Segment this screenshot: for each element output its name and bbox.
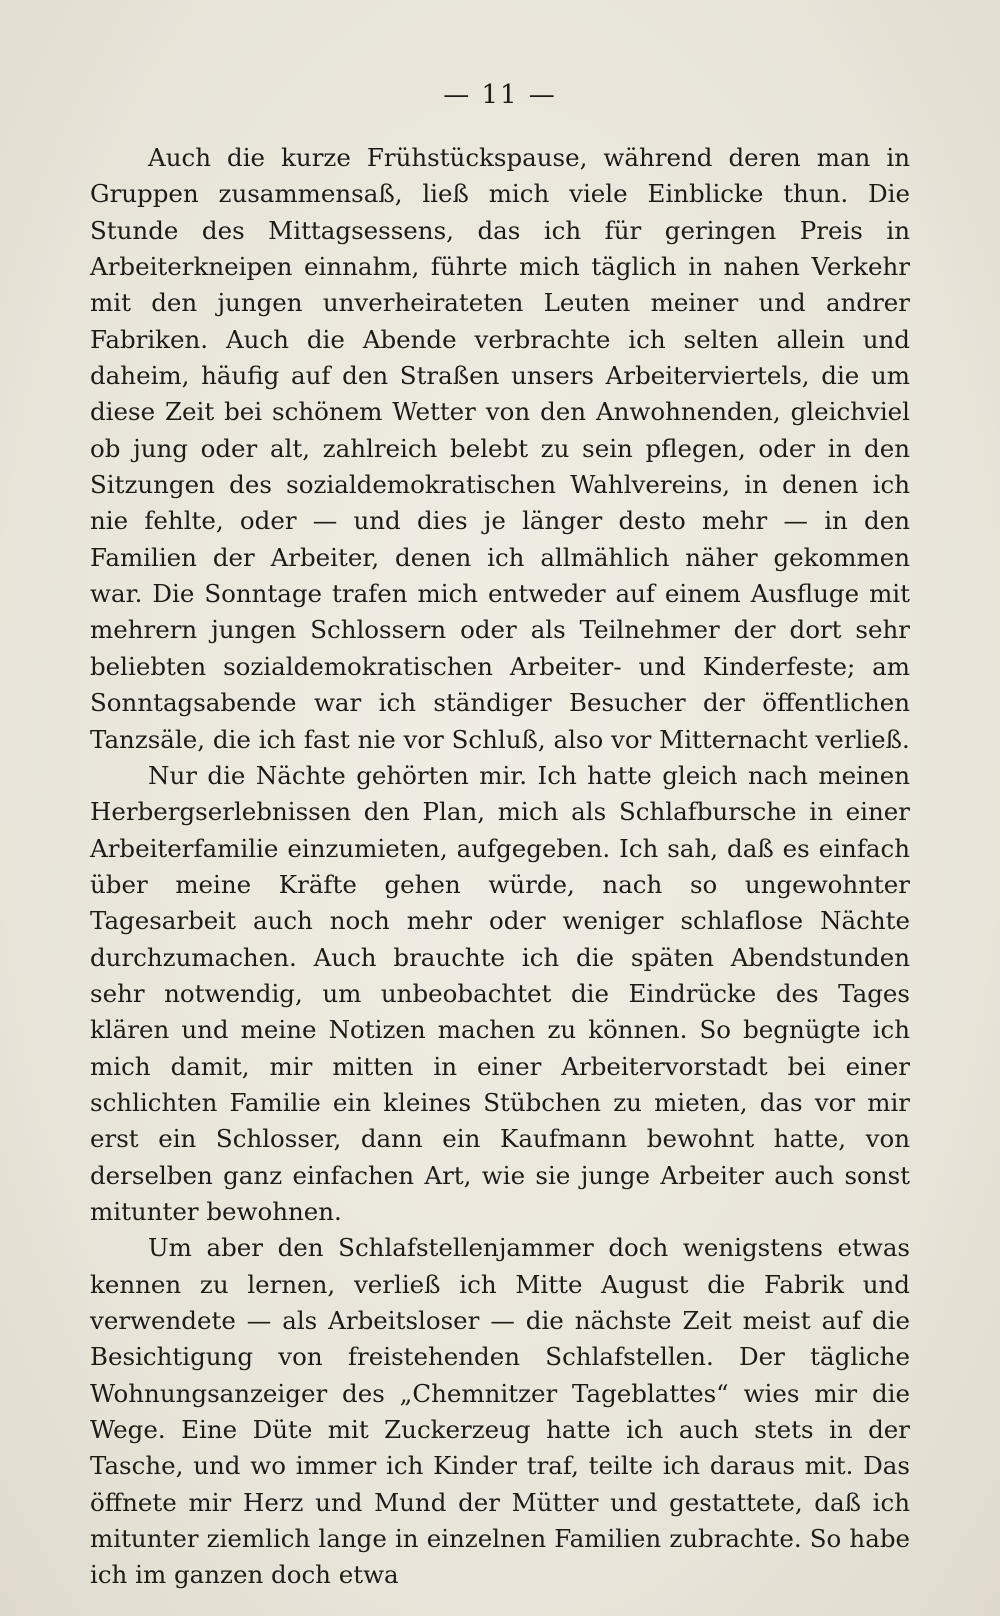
body-text (90, 140, 910, 1594)
page-number: — 11 — (443, 80, 557, 110)
paragraph-3: Um aber den Schlafstellenjammer doch wenigstens etwas kennen zu lernen, verließ ich Mitte August die Fabrik und verwendete — als Arbeitsloser — die nächste Zeit meist auf die Besichtigung von freistehenden Schlafstellen. Der tägliche Wohnungsanzeiger des „Chemnitzer Tageblattes“ wies mir die Wege. Eine Düte mit Zuckerzeug hatte ich auch stets in der Tasche, und wo immer ich Kinder traf, teilte ich daraus mit. Das öffnete mir Herz und Mund der Mütter und gestattete, daß ich mitunter ziemlich lange in einzelnen Familien zubrachte. So habe ich im ganzen doch etwa (90, 1233, 910, 1590)
paragraph-2: Nur die Nächte gehörten mir. Ich hatte gleich nach meinen Herbergserlebnissen den Plan, mich als Schlafbursche in einer Arbeiterfamilie einzumieten, aufgegeben. Ich sah, daß es einfach über meine Kräfte gehen würde, nach so ungewohnter Tagesarbeit auch noch mehr oder weniger schlaflose Nächte durchzumachen. Auch brauchte ich die späten Abendstunden sehr notwendig, um unbeobachtet die Eindrücke des Tages klären und meine Notizen machen zu können. So begnügte ich mich damit, mir mitten in einer Arbeitervorstadt bei einer schlichten Familie ein kleines Stübchen zu mieten, das vor mir erst ein Schlosser, dann ein Kaufmann bewohnt hatte, von derselben ganz einfachen Art, wie sie junge Arbeiter auch sonst mitunter bewohnen. (90, 760, 910, 1226)
paragraph-1: Auch die kurze Frühstückspause, während deren man in Gruppen zusammensaß, ließ mich viele Einblicke thun. Die Stunde des Mittagsessens, das ich für geringen Preis in Arbeiterkneipen einnahm, führte mich täglich in nahen Verkehr mit den jungen unverheirateten Leuten meiner und andrer Fabriken. Auch die Abende verbrachte ich selten allein und daheim, häufig auf den Straßen unsers Arbeiterviertels, die um diese Zeit bei schönem Wetter von den Anwohnenden, gleichviel ob jung oder alt, zahlreich belebt zu sein pflegen, oder in den Sitzungen des sozialdemokratischen Wahlvereins, in denen ich nie fehlte, oder — und dies je länger desto mehr — in den Familien der Arbeiter, denen ich allmählich näher gekommen war. Die Sonntage trafen mich entweder auf einem Ausfluge mit mehrern jungen Schlossern oder als Teilnehmer der dort sehr beliebten sozialdemokratischen Arbeiter- und Kinderfeste; am Sonntagsabende war ich ständiger Besucher der öffentlichen Tanzsäle, die ich fast nie vor Schluß, also vor Mitternacht verließ. (90, 143, 910, 754)
